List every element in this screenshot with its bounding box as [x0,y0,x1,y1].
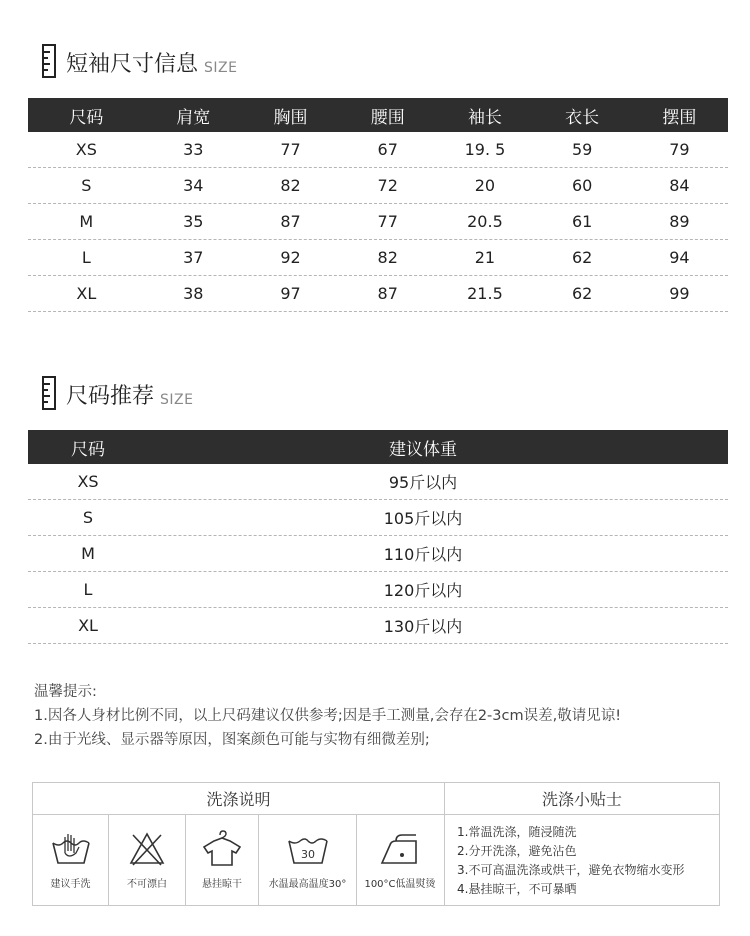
table-row [28,240,728,276]
cell: 20 [474,176,496,195]
cell: 130斤以内 [383,617,463,636]
washing-tip: 2.分开洗涤，避免沾色 [457,844,577,858]
care-item [186,815,259,905]
cell: S [82,508,94,527]
cell: 77 [377,212,398,231]
section-subtitle: SIZE [204,60,238,76]
care-label: 建议手洗 [50,879,91,890]
hang-dry-icon [200,829,244,869]
cell: 62 [571,248,593,267]
ruler-icon [42,376,56,410]
header-cell: 尺码 [71,439,105,460]
header-cell: 尺码 [69,107,104,128]
cell: 62 [571,284,593,303]
cell: L [81,248,91,267]
header-cell: 肩宽 [176,107,211,128]
table-row [28,536,728,572]
hand-wash-icon [49,829,93,869]
cell: 60 [571,176,593,195]
care-label: 100°C低温熨烫 [364,879,436,890]
washing-header [33,783,719,815]
cell: S [81,176,92,195]
table-header [28,98,728,132]
cell: M [79,212,94,231]
cell: XL [76,284,97,303]
header-cell: 衣长 [565,107,600,128]
washing-tip: 4.悬挂晾干，不可暴晒 [457,882,577,896]
table-row [28,132,728,168]
care-label: 悬挂晾干 [202,879,242,890]
cell: 35 [183,212,204,231]
cell: 38 [183,284,204,303]
header-cell: 摆围 [662,107,697,128]
care-label: 不可漂白 [127,879,167,890]
cell: 21.5 [467,284,503,303]
cell: 120斤以内 [383,581,463,600]
cell: 19. 5 [464,140,506,159]
wash-temp-icon [286,829,330,869]
section-title: 尺码推荐 [66,384,155,409]
cell: 33 [183,140,204,159]
cell: 67 [377,140,398,159]
cell: 77 [280,140,301,159]
no-bleach-icon [125,829,169,869]
cell: 79 [669,140,690,159]
tips-block [34,680,621,752]
section-subtitle: SIZE [160,392,194,408]
cell: XS [77,472,99,491]
care-item [259,815,357,905]
washing-tip: 3.不可高温洗涤或烘干，避免衣物缩水变形 [457,863,685,877]
table-row [28,572,728,608]
cell: 89 [669,212,690,231]
header-cell: 袖长 [467,107,502,128]
washing-header-right: 洗涤小贴士 [541,790,622,809]
tip-line: 2.由于光线、显示器等原因，图案颜色可能与实物有细微差别; [34,732,430,748]
table-row [28,608,728,644]
table-header [28,430,728,464]
washing-box [32,782,720,906]
size-recommend-title [42,376,193,410]
table-row [28,464,728,500]
cell: 110斤以内 [383,545,463,564]
washing-tips [445,815,684,905]
cell: 20.5 [467,212,503,231]
cell: 87 [377,284,398,303]
cell: 72 [377,176,398,195]
cell: 82 [377,248,398,267]
cell: 61 [571,212,593,231]
cell: XS [75,140,97,159]
cell: 59 [571,140,593,159]
table-row [28,168,728,204]
ruler-icon [42,44,56,78]
care-item [109,815,186,905]
cell: 84 [669,176,690,195]
table-row [28,276,728,312]
cell: 95斤以内 [388,473,458,492]
header-cell: 建议体重 [389,439,457,460]
cell: 87 [280,212,301,231]
header-cell: 胸围 [273,107,308,128]
size-table [28,98,728,312]
tips-title: 温馨提示: [34,684,97,700]
recommend-table [28,430,728,644]
cell: M [81,544,95,563]
care-label: 水温最高温度30° [268,879,347,890]
cell: 94 [669,248,690,267]
table-row [28,204,728,240]
cell: 105斤以内 [383,509,463,528]
iron-icon [378,829,422,869]
size-info-title [42,44,237,78]
cell: 37 [183,248,204,267]
cell: XL [78,616,98,635]
care-item [33,815,109,905]
tip-line: 1.因各人身材比例不同，以上尺码建议仅供参考;因是手工测量,会存在2-3cm误差,敬请见谅! [34,708,622,724]
wash-temp-value: 30 [300,848,315,861]
washing-header-left: 洗涤说明 [33,783,445,814]
cell: 97 [280,284,301,303]
table-row [28,500,728,536]
header-cell: 腰围 [370,107,405,128]
care-item [357,815,443,905]
cell: 99 [669,284,690,303]
cell: 92 [280,248,301,267]
washing-tip: 1.常温洗涤，随浸随洗 [457,825,577,839]
cell: 34 [183,176,204,195]
cell: L [83,580,93,599]
cell: 82 [280,176,301,195]
cell: 21 [474,248,496,267]
section-title: 短袖尺寸信息 [66,52,199,77]
care-icons [33,815,445,905]
